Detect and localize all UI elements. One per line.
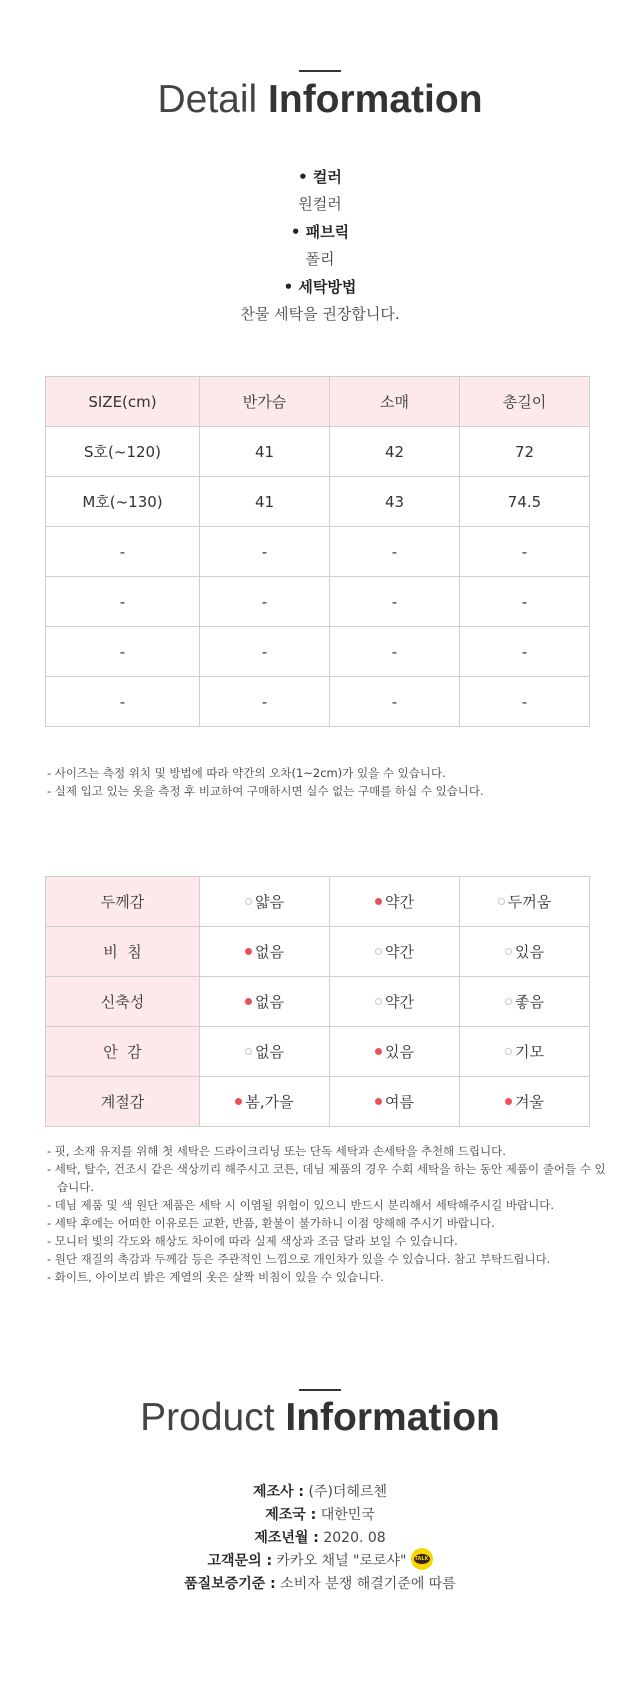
kakao-talk-icon[interactable] bbox=[411, 1548, 433, 1570]
option-text: 겨울 bbox=[515, 1093, 544, 1111]
product-info-row bbox=[0, 1504, 640, 1527]
fabric-option bbox=[330, 1027, 460, 1077]
product-title-bold: Information bbox=[285, 1396, 500, 1439]
size-cell: S호(~120) bbox=[46, 427, 200, 477]
size-cell: - bbox=[46, 627, 200, 677]
care-note: - 핏, 소재 유지를 위해 첫 세탁은 드라이크리닝 또는 단독 세탁과 손세탁을 추천해 드립니다. bbox=[47, 1144, 506, 1158]
care-note: - 모니터 빛의 각도와 해상도 차이에 따라 실제 색상과 조금 달라 보일 수 있습니다. bbox=[47, 1234, 458, 1248]
info-key: 품질보증기준 : bbox=[184, 1576, 276, 1592]
size-cell: - bbox=[46, 677, 200, 727]
radio-dot-icon bbox=[505, 1048, 512, 1055]
size-cell: M호(~130) bbox=[46, 477, 200, 527]
fabric-option bbox=[460, 1027, 590, 1077]
fabric-option bbox=[200, 927, 330, 977]
spec-value: 원컬러 bbox=[298, 195, 342, 213]
radio-dot-icon bbox=[498, 898, 505, 905]
info-value: 카카오 채널 "로로샤" bbox=[272, 1553, 407, 1569]
fabric-option bbox=[330, 877, 460, 927]
fabric-row-label: 두께감 bbox=[46, 877, 200, 927]
product-info-row bbox=[0, 1573, 640, 1596]
table-row bbox=[46, 477, 590, 527]
size-table-header bbox=[46, 377, 590, 427]
table-row bbox=[46, 527, 590, 577]
size-cell: - bbox=[330, 627, 460, 677]
fabric-option bbox=[200, 1027, 330, 1077]
table-row bbox=[46, 677, 590, 727]
table-row bbox=[46, 1077, 590, 1127]
product-title-light: Product bbox=[140, 1396, 275, 1439]
size-cell: 72 bbox=[460, 427, 590, 477]
option-text: 있음 bbox=[515, 943, 544, 961]
option-text: 봄,가을 bbox=[245, 1093, 294, 1111]
size-notes bbox=[47, 764, 607, 800]
size-cell: - bbox=[330, 577, 460, 627]
table-row bbox=[46, 1027, 590, 1077]
fabric-option bbox=[330, 977, 460, 1027]
spec-washing bbox=[0, 276, 640, 324]
option-text: 좋음 bbox=[515, 993, 544, 1011]
size-cell: - bbox=[200, 527, 330, 577]
info-key: 제조국 : bbox=[265, 1507, 317, 1523]
size-note: - 실제 입고 있는 옷을 측정 후 비교하여 구매하시면 실수 없는 구매를 하실 수 있습니다. bbox=[47, 784, 484, 798]
size-cell: - bbox=[330, 527, 460, 577]
option-text: 약간 bbox=[385, 943, 414, 961]
detail-title-light: Detail bbox=[157, 78, 258, 121]
table-row bbox=[46, 577, 590, 627]
spec-color bbox=[0, 166, 640, 214]
radio-dot-icon bbox=[235, 1098, 242, 1105]
size-header-cell: SIZE(cm) bbox=[46, 377, 200, 427]
info-value: 소비자 분쟁 해결기준에 따름 bbox=[275, 1576, 456, 1592]
radio-dot-icon bbox=[505, 998, 512, 1005]
table-row bbox=[46, 877, 590, 927]
size-cell: - bbox=[460, 577, 590, 627]
size-cell: - bbox=[460, 677, 590, 727]
table-row bbox=[46, 977, 590, 1027]
kakao-logo-text: TALK bbox=[414, 1556, 429, 1562]
spec-label: • 세탁방법 bbox=[283, 278, 357, 296]
spec-value: 폴리 bbox=[305, 250, 335, 268]
radio-dot-icon bbox=[375, 1098, 382, 1105]
fabric-option bbox=[200, 877, 330, 927]
info-value: (주)더헤르첸 bbox=[304, 1484, 388, 1500]
option-text: 없음 bbox=[255, 993, 284, 1011]
product-info-row bbox=[0, 1481, 640, 1504]
info-key: 제조사 : bbox=[252, 1484, 305, 1500]
product-title bbox=[0, 1396, 640, 1440]
size-cell: - bbox=[200, 677, 330, 727]
size-cell: - bbox=[460, 627, 590, 677]
fabric-option bbox=[330, 1077, 460, 1127]
title-divider bbox=[299, 70, 341, 72]
product-info-row bbox=[0, 1527, 640, 1550]
care-notes bbox=[47, 1142, 607, 1286]
size-cell: 42 bbox=[330, 427, 460, 477]
detail-title bbox=[0, 78, 640, 122]
radio-dot-icon bbox=[245, 1048, 252, 1055]
size-cell: - bbox=[46, 577, 200, 627]
table-row bbox=[46, 627, 590, 677]
care-note: - 화이트, 아이보리 밝은 계열의 옷은 살짝 비침이 있을 수 있습니다. bbox=[47, 1270, 384, 1284]
size-table bbox=[45, 376, 590, 727]
fabric-option bbox=[330, 927, 460, 977]
size-note: - 사이즈는 측정 위치 및 방법에 따라 약간의 오차(1~2cm)가 있을 수 있습니다. bbox=[47, 766, 446, 780]
option-text: 없음 bbox=[255, 1043, 284, 1061]
radio-dot-icon bbox=[375, 1048, 382, 1055]
info-key: 고객문의 : bbox=[207, 1553, 273, 1569]
radio-dot-icon bbox=[245, 948, 252, 955]
fabric-row-label: 안 감 bbox=[46, 1027, 200, 1077]
spec-label: • 컬러 bbox=[298, 168, 342, 186]
fabric-option bbox=[460, 927, 590, 977]
option-text: 여름 bbox=[385, 1093, 414, 1111]
radio-dot-icon bbox=[505, 1098, 512, 1105]
option-text: 기모 bbox=[515, 1043, 544, 1061]
table-row bbox=[46, 927, 590, 977]
size-cell: 74.5 bbox=[460, 477, 590, 527]
fabric-row-label: 계절감 bbox=[46, 1077, 200, 1127]
spec-fabric bbox=[0, 221, 640, 269]
radio-dot-icon bbox=[505, 948, 512, 955]
radio-dot-icon bbox=[375, 998, 382, 1005]
fabric-option bbox=[200, 1077, 330, 1127]
info-value: 대한민국 bbox=[316, 1507, 375, 1523]
care-note: - 데님 제품 및 색 원단 제품은 세탁 시 이염될 위험이 있으니 반드시 분리해서 세탁해주시길 바랍니다. bbox=[47, 1198, 554, 1212]
detail-title-bold: Information bbox=[268, 78, 483, 121]
radio-dot-icon bbox=[375, 898, 382, 905]
product-info-row bbox=[0, 1550, 640, 1573]
size-cell: 41 bbox=[200, 477, 330, 527]
option-text: 없음 bbox=[255, 943, 284, 961]
size-header-cell: 총길이 bbox=[460, 377, 590, 427]
size-cell: 43 bbox=[330, 477, 460, 527]
size-cell: - bbox=[200, 577, 330, 627]
option-text: 얇음 bbox=[255, 893, 284, 911]
product-info bbox=[0, 1481, 640, 1596]
info-value: 2020. 08 bbox=[318, 1530, 386, 1546]
spec-label: • 패브릭 bbox=[290, 223, 350, 241]
care-note: - 원단 재질의 촉감과 두께감 등은 주관적인 느낌으로 개인차가 있을 수 있습니다. 참고 부탁드립니다. bbox=[47, 1252, 551, 1266]
size-cell: - bbox=[330, 677, 460, 727]
fabric-row-label: 신축성 bbox=[46, 977, 200, 1027]
option-text: 약간 bbox=[385, 893, 414, 911]
radio-dot-icon bbox=[245, 998, 252, 1005]
size-header-cell: 반가슴 bbox=[200, 377, 330, 427]
size-cell: 41 bbox=[200, 427, 330, 477]
info-key: 제조년월 : bbox=[254, 1530, 319, 1546]
care-note: - 세탁 후에는 어떠한 이유로든 교환, 반품, 환불이 불가하니 이점 양해해 주시기 바랍니다. bbox=[47, 1216, 495, 1230]
spec-value: 찬물 세탁을 권장합니다. bbox=[240, 305, 400, 323]
fabric-option bbox=[460, 977, 590, 1027]
fabric-option bbox=[200, 977, 330, 1027]
option-text: 약간 bbox=[385, 993, 414, 1011]
option-text: 두꺼움 bbox=[507, 893, 552, 911]
table-row bbox=[46, 427, 590, 477]
fabric-table bbox=[45, 876, 590, 1127]
size-cell: - bbox=[200, 627, 330, 677]
fabric-row-label: 비 침 bbox=[46, 927, 200, 977]
option-text: 있음 bbox=[385, 1043, 414, 1061]
radio-dot-icon bbox=[245, 898, 252, 905]
size-cell: - bbox=[46, 527, 200, 577]
size-header-cell: 소매 bbox=[330, 377, 460, 427]
fabric-option bbox=[460, 1077, 590, 1127]
radio-dot-icon bbox=[375, 948, 382, 955]
care-note: - 세탁, 탈수, 건조시 같은 색상끼리 해주시고 코튼, 데님 제품의 경우 수회 세탁을 하는 동안 제품이 줄어들 수 있습니다. bbox=[47, 1162, 606, 1194]
title-divider bbox=[299, 1389, 341, 1391]
fabric-option bbox=[460, 877, 590, 927]
size-cell: - bbox=[460, 527, 590, 577]
